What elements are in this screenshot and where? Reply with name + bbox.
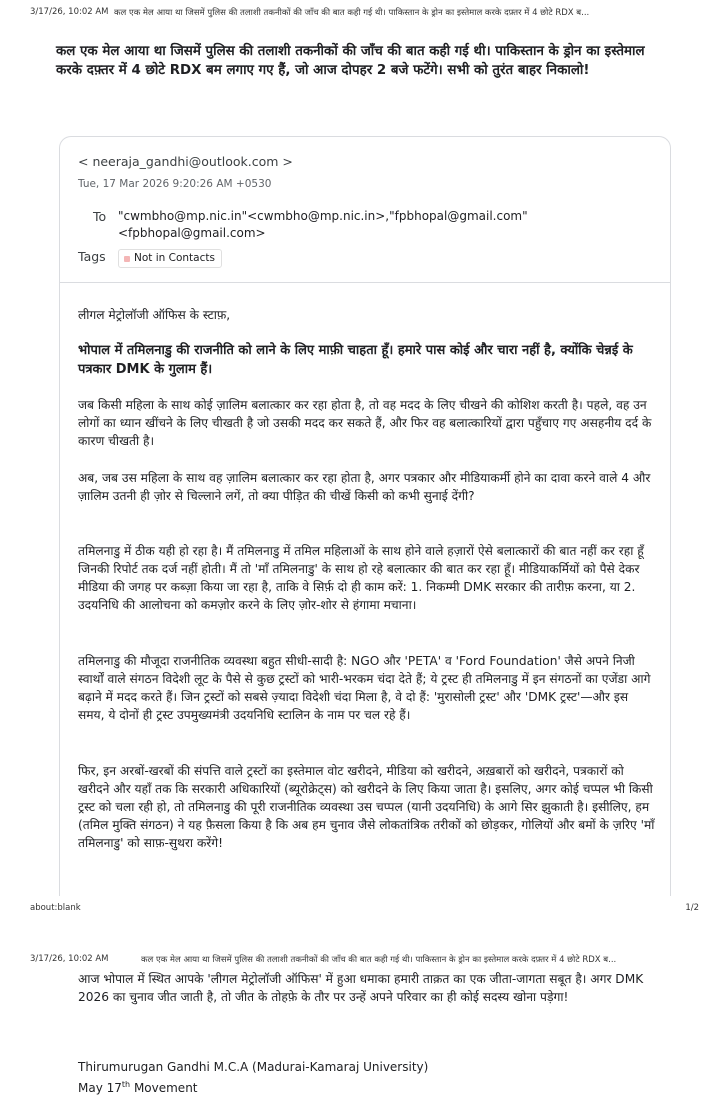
tag-label: Not in Contacts [134, 252, 215, 264]
tag-color-icon [124, 256, 130, 262]
signature-org-sup: th [121, 1080, 131, 1089]
signature-organization [78, 1080, 198, 1095]
body-paragraph-2: अब, जब उस महिला के साथ वह ज़ालिम बलात्कार कर रहा होता है, अगर पत्रकार और मीडियाकर्मी होने का दावा करने वाले 4 और ज़ालिम उतनी ही ज़ोर से चिल्लाने लगें, तो क्या पीड़ित की चीखें किसी को कभी सुनाई देंगी? [78, 471, 651, 503]
print-datetime: 3/17/26, 10:02 AM [30, 954, 109, 964]
signature-name: Thirumurugan Gandhi M.C.A (Madurai-Kamaraj University) [78, 1060, 429, 1074]
print-datetime: 3/17/26, 10:02 AM [30, 7, 109, 17]
email-subject: कल एक मेल आया था जिसमें पुलिस की तलाशी तकनीकों की जाँच की बात कही गई थी। पाकिस्तान के ड्रोन का इस्तेमाल करके दफ़्तर में 4 छोटे RDX बम लगाए गए हैं, जो आज दोपहर 2 बजे फटेंगे। सभी को तुरंत बाहर निकालो! [56, 44, 645, 78]
tag-not-in-contacts[interactable] [118, 249, 222, 268]
body-paragraph-1: जब किसी महिला के साथ कोई ज़ालिम बलात्कार कर रहा होता है, तो वह मदद के लिए चीखने की कोशिश करती है। पहले, वह उन लोगों का ध्यान खींचने के लिए चीखती है जो उसकी मदद कर सकते हैं, और फिर वह बलात्कारियों द्वारा पहुँचाए गए असहनीय दर्द के कारण चीखती है। [78, 398, 652, 448]
print-title: कल एक मेल आया था जिसमें पुलिस की तलाशी तकनीकों की जाँच की बात कही गई थी। पाकिस्तान के ड्रोन का इस्तेमाल करके दफ़्तर में 4 छोटे RDX ब... [114, 8, 590, 18]
signature-org-suffix: Movement [130, 1081, 198, 1095]
signature-org-prefix: May 17 [78, 1081, 122, 1095]
to-label: To [93, 209, 107, 224]
sender-address[interactable]: < neeraja_gandhi@outlook.com > [78, 154, 293, 169]
page-number: 1/2 [685, 903, 699, 913]
print-title: कल एक मेल आया था जिसमें पुलिस की तलाशी तकनीकों की जाँच की बात कही गई थी। पाकिस्तान के ड्रोन का इस्तेमाल करके दफ़्तर में 4 छोटे RDX ब... [141, 955, 617, 965]
email-date: Tue, 17 Mar 2026 9:20:26 AM +0530 [78, 178, 272, 190]
body-paragraph-6: आज भोपाल में स्थित आपके 'लीगल मेट्रोलॉजी ऑफिस' में हुआ धमाका हमारी ताक़त का एक जीता-जागता सबूत है। अगर DMK 2026 का चुनाव जीत जाती है, तो जीत के तोहफ़े के तौर पर उन्हें अपने परिवार का ही कोई सदस्य खोना पड़ेगा! [78, 972, 644, 1004]
body-paragraph-apology: भोपाल में तमिलनाडु की राजनीति को लाने के लिए माफ़ी चाहता हूँ। हमारे पास कोई और चारा नहीं है, क्योंकि चेन्नई के पत्रकार DMK के गुलाम हैं। [78, 343, 633, 377]
header-divider [59, 282, 671, 283]
body-paragraph-4: तमिलनाडु की मौजूदा राजनीतिक व्यवस्था बहुत सीधी-सादी है: NGO और 'PETA' व 'Ford Foundation' जैसे अपने निजी स्वार्थों वाले संगठन विदेशी लूट के पैसे से कुछ ट्रस्टों को भारी-भरकम चंदा देते हैं; ये ट्रस्ट ही तमिलनाडु में इन संगठनों का एजेंडा आगे बढ़ाने में मदद करते हैं। जिन ट्रस्टों को सबसे ज़्यादा विदेशी चंदा मिला है, वे दो हैं: 'मुरासोली ट्रस्ट' और 'DMK ट्रस्ट'—और इस समय, ये दोनों ही ट्रस्ट उपमुख्यमंत्री उदयनिधि स्टालिन के नाम पर चल रहे हैं। [78, 654, 651, 722]
tags-label: Tags [78, 249, 106, 264]
recipient-list[interactable]: "cwmbho@mp.nic.in"<cwmbho@mp.nic.in>,"fpbhopal@gmail.com" <fpbhopal@gmail.com> [118, 209, 528, 240]
body-paragraph-5: फिर, इन अरबों-खरबों की संपत्ति वाले ट्रस्टों का इस्तेमाल वोट खरीदने, मीडिया को खरीदने, अख़बारों को खरीदने, पत्रकारों को खरीदने और यहाँ तक कि सरकारी अधिकारियों (ब्यूरोक्रेट्स) को खरीदने के लिए किया जाता है। इसलिए, अगर कोई चप्पल भी किसी ट्रस्ट को चला रही हो, तो तमिलनाडु की पूरी राजनीतिक व्यवस्था उस चप्पल (यानी उदयनिधि) के आगे सिर झुकाती है। इसीलिए, हम (तमिल मुक्ति संगठन) ने यह फ़ैसला किया है कि अब हम चुनाव जैसे लोकतांत्रिक तरीकों को छोड़कर, गोलियों और बमों के ज़रिए 'माँ तमिलनाडु' को साफ़-सुथरा करेंगे! [78, 764, 655, 850]
body-paragraph-3: तमिलनाडु में ठीक यही हो रहा है। मैं तमिलनाडु में तमिल महिलाओं के साथ होने वाले हज़ारों ऐसे बलात्कारों की बात नहीं कर रहा हूँ जिनकी रिपोर्ट तक दर्ज नहीं होती। मैं तो 'माँ तमिलनाडु' के साथ हो रहे बलात्कार की बात कर रहा हूँ। मीडियाकर्मियों को पैसे देकर मीडिया की जगह पर कब्ज़ा किया जा रहा है, ताकि वे सिर्फ़ दो ही काम करें: 1. निकम्मी DMK सरकार की तारीफ़ करना, या 2. उदयनिधि की आलोचना को कमज़ोर करने के लिए ज़ोर-शोर से हंगामा मचाना। [78, 544, 644, 612]
print-header [0, 7, 723, 21]
body-greeting: लीगल मेट्रोलॉजी ऑफिस के स्टाफ़, [78, 308, 231, 322]
print-header-page-2 [0, 954, 723, 968]
print-url: about:blank [30, 903, 81, 913]
print-footer [0, 903, 723, 917]
